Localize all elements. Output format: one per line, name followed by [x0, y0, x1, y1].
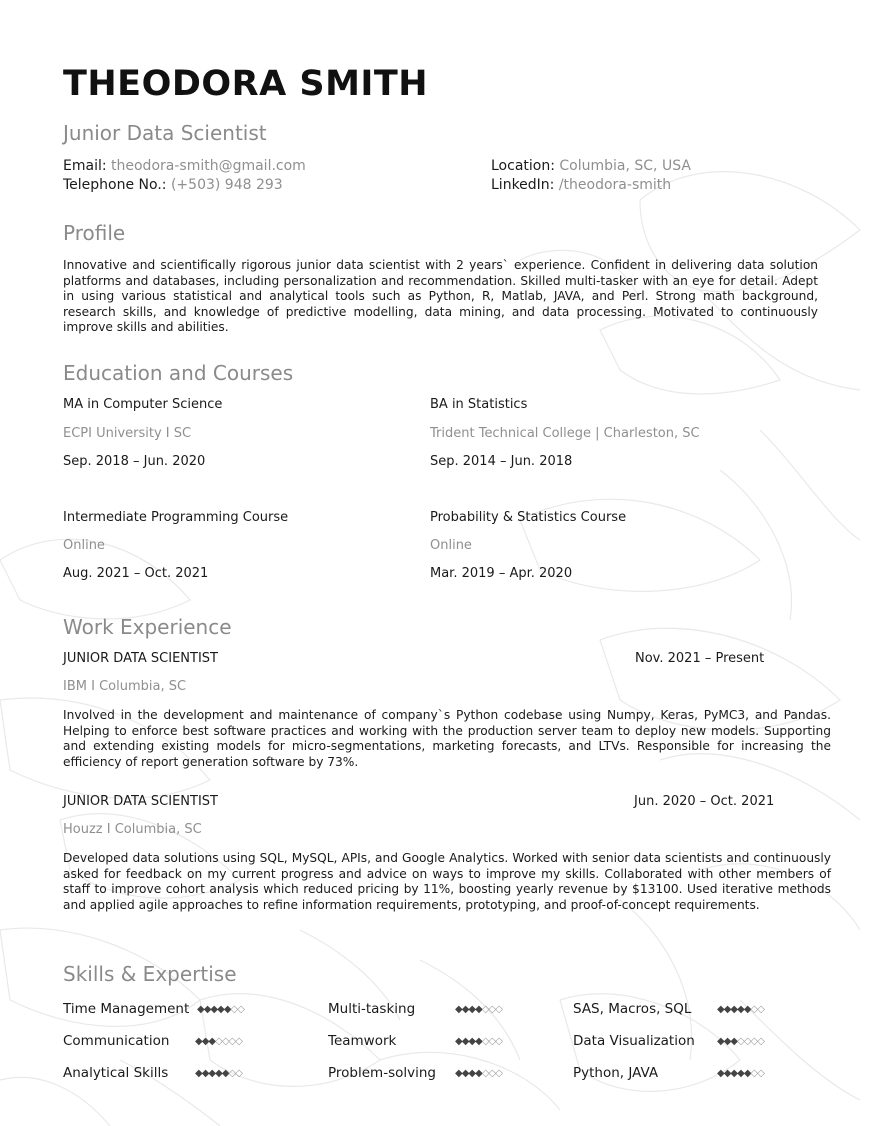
profile-text: Innovative and scientifically rigorous junior data scientist with 2 years` experience. Confident in delivering data solution platforms and databases, including personalization and recommendation. Skilled multi-tasker with an eye for detail. Adept in using various statistical and analytical tools such as Python, R, Matlab, JAVA, and Perl. Strong math background, research skills, and knowledge of predictive modelling, data mining, and data processing. Motivated to continuously improve skills and abilities. [63, 258, 818, 335]
rating-diamond-empty-icon: ◇ [481, 1068, 489, 1079]
rating-diamond-filled-icon: ◆ [723, 1036, 731, 1047]
rating-diamond-empty-icon: ◇ [488, 1068, 496, 1079]
rating-diamond-empty-icon: ◇ [235, 1036, 242, 1047]
rating-diamond-empty-icon: ◇ [481, 1036, 489, 1047]
section-heading-skills: Skills & Expertise [63, 962, 237, 986]
rating-diamond-filled-icon: ◆ [723, 1004, 731, 1015]
location-value: Columbia, SC, USA [559, 158, 691, 174]
rating-diamond-empty-icon: ◇ [737, 1036, 744, 1047]
skill-rating [195, 1068, 242, 1079]
email-label: Email: [63, 158, 107, 174]
education-degree: Probability & Statistics Course [430, 510, 627, 525]
rating-diamond-filled-icon: ◆ [208, 1036, 216, 1047]
rating-diamond-empty-icon: ◇ [495, 1068, 502, 1079]
skill-name: SAS, Macros, SQL [573, 1001, 692, 1017]
rating-diamond-empty-icon: ◇ [757, 1004, 764, 1015]
education-school: ECPI University I SC [63, 426, 192, 441]
rating-diamond-filled-icon: ◆ [221, 1068, 229, 1079]
job-title: JUNIOR DATA SCIENTIST [63, 651, 218, 666]
rating-diamond-empty-icon: ◇ [215, 1036, 222, 1047]
rating-diamond-empty-icon: ◇ [235, 1068, 242, 1079]
education-dates: Sep. 2014 – Jun. 2018 [430, 454, 573, 469]
section-heading-experience: Work Experience [63, 615, 232, 639]
rating-diamond-empty-icon: ◇ [750, 1004, 758, 1015]
rating-diamond-empty-icon: ◇ [230, 1004, 238, 1015]
rating-diamond-filled-icon: ◆ [475, 1068, 482, 1079]
education-school: Trident Technical College | Charleston, SC [430, 426, 700, 441]
skill-name: Communication [63, 1033, 170, 1049]
rating-diamond-filled-icon: ◆ [468, 1004, 476, 1015]
location-label: Location: [491, 158, 555, 174]
rating-diamond-empty-icon: ◇ [488, 1004, 496, 1015]
rating-diamond-filled-icon: ◆ [223, 1004, 231, 1015]
rating-diamond-filled-icon: ◆ [195, 1036, 202, 1047]
education-dates: Sep. 2018 – Jun. 2020 [63, 454, 206, 469]
candidate-name: THEODORA SMITH [63, 64, 429, 104]
rating-diamond-filled-icon: ◆ [461, 1004, 469, 1015]
rating-diamond-filled-icon: ◆ [730, 1036, 738, 1047]
skill-name: Data Visualization [573, 1033, 695, 1049]
skill-name: Time Management [63, 1001, 190, 1017]
rating-diamond-empty-icon: ◇ [750, 1036, 758, 1047]
skill-rating [455, 1004, 502, 1015]
education-school: Online [430, 538, 472, 553]
rating-diamond-empty-icon: ◇ [750, 1068, 758, 1079]
rating-diamond-empty-icon: ◇ [237, 1004, 244, 1015]
job-dates: Jun. 2020 – Oct. 2021 [634, 794, 775, 809]
job-company: Houzz I Columbia, SC [63, 822, 202, 837]
skill-name: Python, JAVA [573, 1065, 659, 1081]
education-degree: MA in Computer Science [63, 397, 223, 412]
rating-diamond-filled-icon: ◆ [201, 1036, 209, 1047]
education-dates: Aug. 2021 – Oct. 2021 [63, 566, 209, 581]
contact-location [491, 158, 691, 174]
education-dates: Mar. 2019 – Apr. 2020 [430, 566, 573, 581]
rating-diamond-filled-icon: ◆ [215, 1068, 222, 1079]
rating-diamond-filled-icon: ◆ [197, 1004, 204, 1015]
job-company: IBM I Columbia, SC [63, 679, 187, 694]
email-value[interactable]: theodora-smith@gmail.com [111, 158, 306, 174]
skill-rating [455, 1036, 502, 1047]
rating-diamond-filled-icon: ◆ [475, 1004, 482, 1015]
rating-diamond-filled-icon: ◆ [455, 1004, 462, 1015]
rating-diamond-empty-icon: ◇ [221, 1036, 229, 1047]
rating-diamond-filled-icon: ◆ [723, 1068, 731, 1079]
rating-diamond-filled-icon: ◆ [730, 1004, 738, 1015]
section-heading-education: Education and Courses [63, 361, 294, 385]
skill-name: Teamwork [328, 1033, 397, 1049]
rating-diamond-empty-icon: ◇ [481, 1004, 489, 1015]
linkedin-label: LinkedIn: [491, 177, 555, 193]
contact-email [63, 158, 306, 174]
skill-rating [717, 1036, 764, 1047]
skill-rating [455, 1068, 502, 1079]
rating-diamond-filled-icon: ◆ [743, 1068, 751, 1079]
contact-linkedin [491, 177, 671, 193]
rating-diamond-filled-icon: ◆ [737, 1004, 744, 1015]
rating-diamond-filled-icon: ◆ [743, 1004, 751, 1015]
rating-diamond-empty-icon: ◇ [228, 1036, 236, 1047]
rating-diamond-empty-icon: ◇ [488, 1036, 496, 1047]
skill-rating [717, 1068, 764, 1079]
section-heading-profile: Profile [63, 221, 126, 245]
rating-diamond-filled-icon: ◆ [455, 1036, 462, 1047]
job-title: JUNIOR DATA SCIENTIST [63, 794, 218, 809]
rating-diamond-filled-icon: ◆ [730, 1068, 738, 1079]
rating-diamond-filled-icon: ◆ [475, 1036, 482, 1047]
job-dates: Nov. 2021 – Present [635, 651, 765, 666]
linkedin-value[interactable]: /theodora-smith [558, 177, 672, 193]
job-description: Involved in the development and maintenance of company`s Python codebase using Numpy, Keras, PyMC3, and Pandas. Helping to enforce best software practices and working with the production server team to deploy new models. Supporting and extending existing models for micro-segmentations, marketing forecasts, and LTVs. Responsible for increasing the efficiency of report generation software by 73%. [63, 708, 831, 769]
skill-name: Multi-tasking [328, 1001, 416, 1017]
phone-value: (+503) 948 293 [170, 177, 283, 193]
education-school: Online [63, 538, 105, 553]
rating-diamond-filled-icon: ◆ [737, 1068, 744, 1079]
rating-diamond-empty-icon: ◇ [757, 1068, 764, 1079]
rating-diamond-filled-icon: ◆ [210, 1004, 218, 1015]
rating-diamond-filled-icon: ◆ [455, 1068, 462, 1079]
contact-phone [63, 177, 283, 193]
rating-diamond-filled-icon: ◆ [203, 1004, 211, 1015]
phone-label: Telephone No.: [63, 177, 167, 193]
rating-diamond-filled-icon: ◆ [717, 1036, 724, 1047]
rating-diamond-empty-icon: ◇ [757, 1036, 764, 1047]
rating-diamond-filled-icon: ◆ [717, 1068, 724, 1079]
rating-diamond-filled-icon: ◆ [468, 1068, 476, 1079]
rating-diamond-filled-icon: ◆ [208, 1068, 216, 1079]
rating-diamond-empty-icon: ◇ [495, 1004, 502, 1015]
job-description: Developed data solutions using SQL, MySQL, APIs, and Google Analytics. Worked with senior data scientists and continuously asked for feedback on my current progress and advice on ways to improve my skills. Collaborated with other members of staff to improve cohort analysis which reduced pricing by 11%, boosting yearly revenue by $13100. Used iterative methods and applied agile approaches to refine information requirements, prototyping, and proof-of-concept requirements. [63, 851, 831, 912]
skill-rating [195, 1036, 242, 1047]
rating-diamond-filled-icon: ◆ [201, 1068, 209, 1079]
rating-diamond-filled-icon: ◆ [461, 1068, 469, 1079]
rating-diamond-filled-icon: ◆ [717, 1004, 724, 1015]
candidate-title: Junior Data Scientist [63, 121, 267, 145]
education-degree: Intermediate Programming Course [63, 510, 289, 525]
skill-name: Problem-solving [328, 1065, 436, 1081]
skill-name: Analytical Skills [63, 1065, 169, 1081]
rating-diamond-filled-icon: ◆ [217, 1004, 224, 1015]
rating-diamond-filled-icon: ◆ [195, 1068, 202, 1079]
rating-diamond-empty-icon: ◇ [743, 1036, 751, 1047]
rating-diamond-empty-icon: ◇ [495, 1036, 502, 1047]
rating-diamond-empty-icon: ◇ [228, 1068, 236, 1079]
skill-rating [197, 1004, 244, 1015]
rating-diamond-filled-icon: ◆ [461, 1036, 469, 1047]
rating-diamond-filled-icon: ◆ [468, 1036, 476, 1047]
education-degree: BA in Statistics [430, 397, 528, 412]
skill-rating [717, 1004, 764, 1015]
